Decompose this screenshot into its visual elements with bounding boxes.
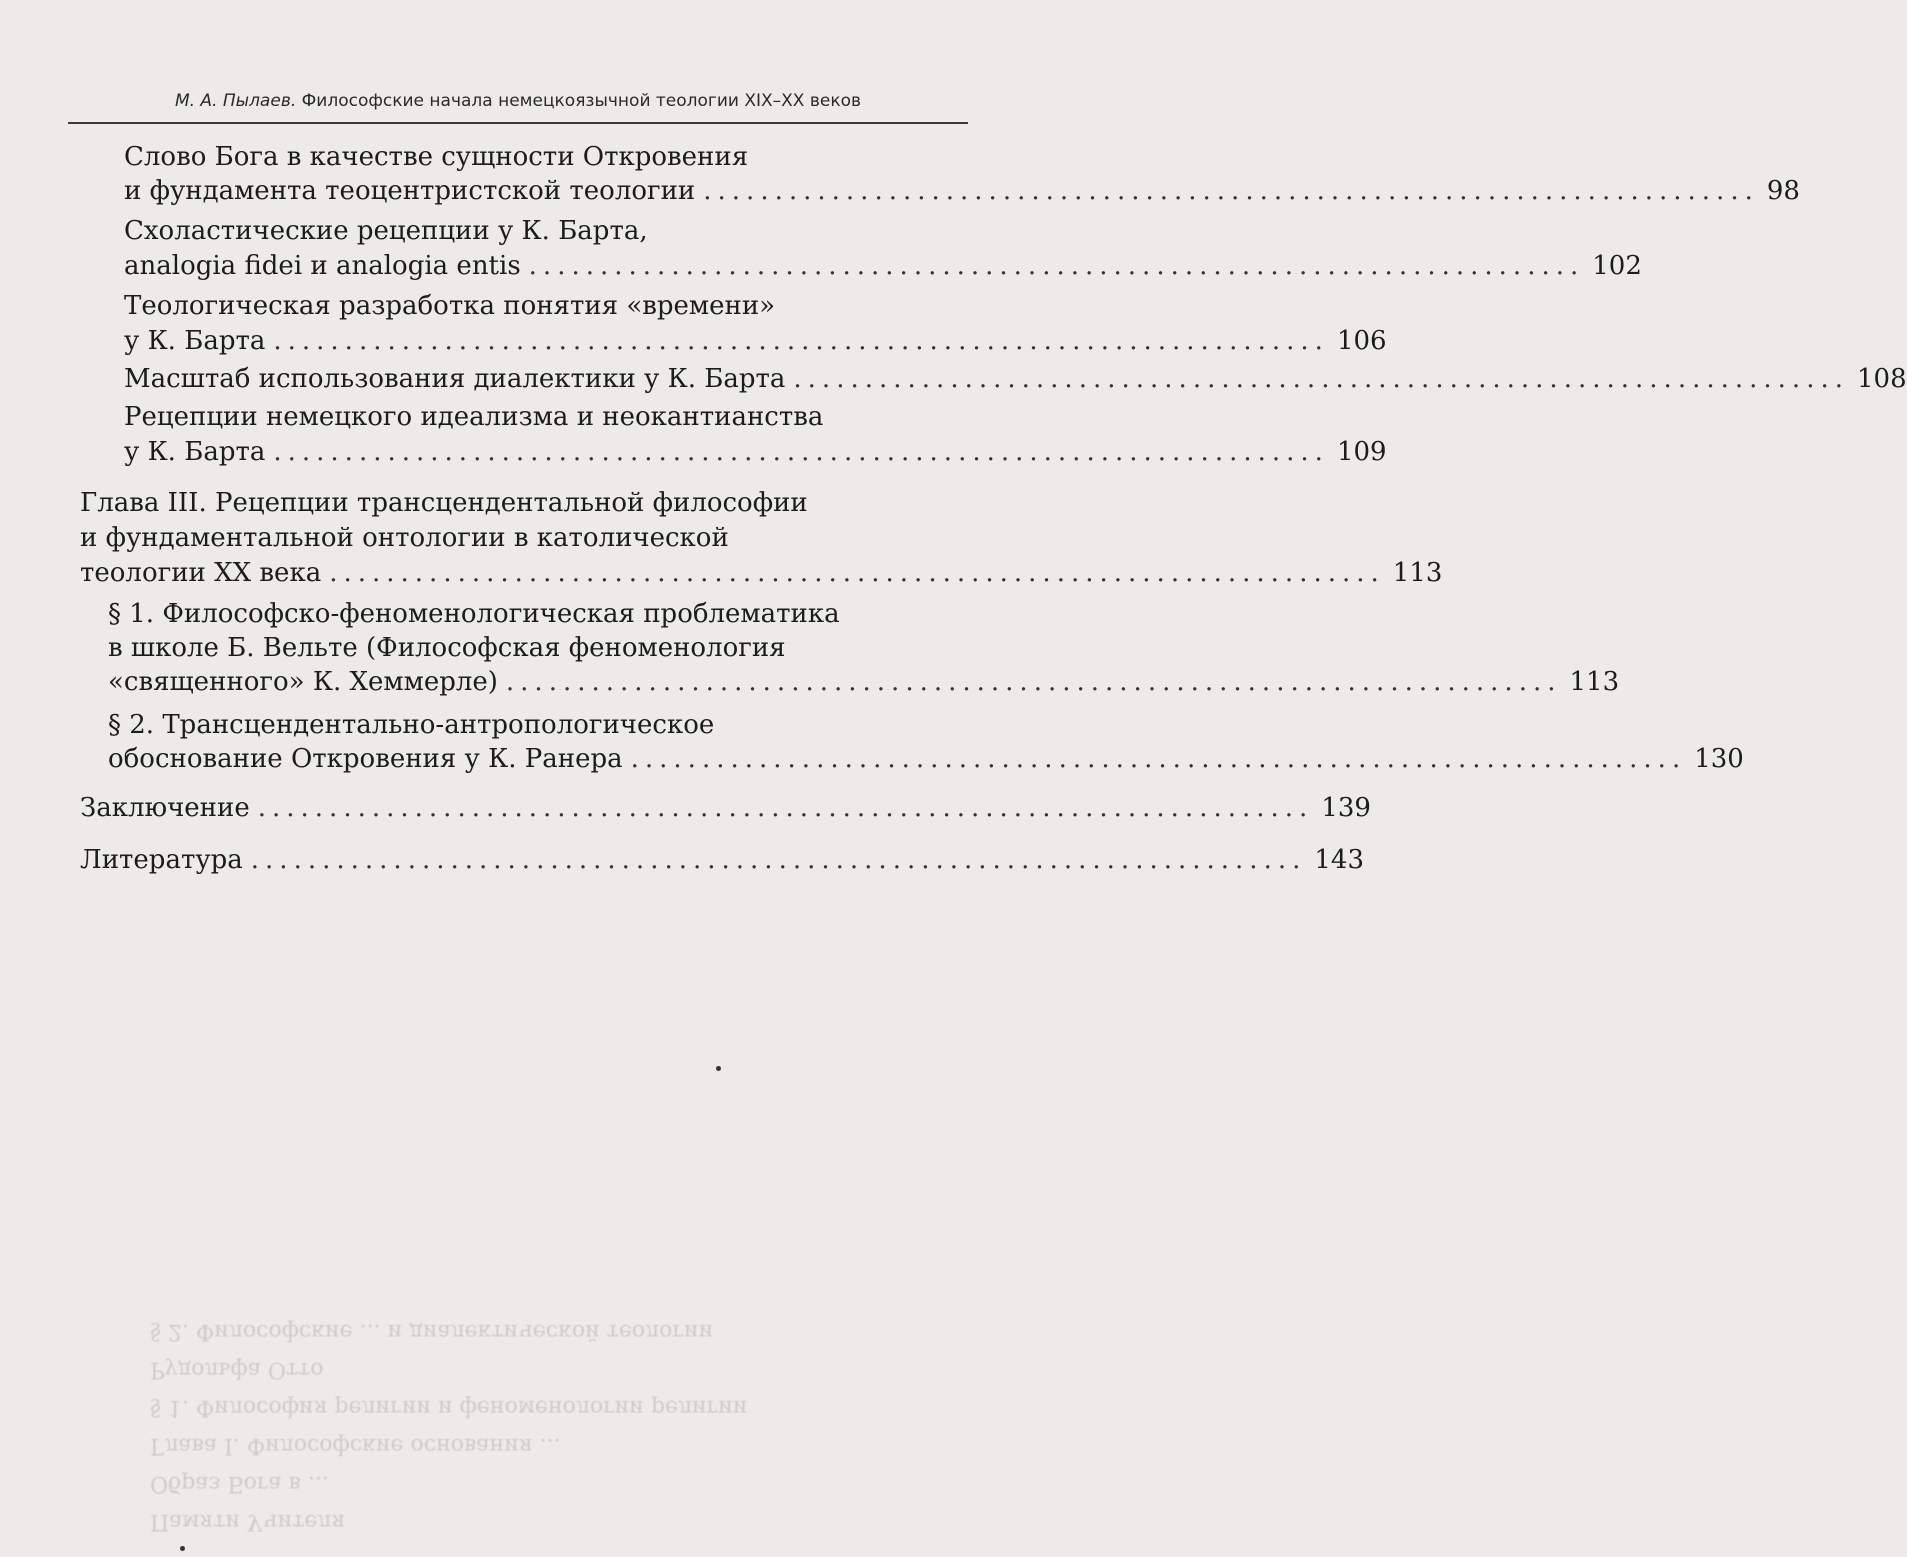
toc-chapter-entry xyxy=(80,843,1365,877)
toc-entry xyxy=(124,174,1800,208)
leader-dots: .......................................................................... xyxy=(273,326,1329,356)
ink-speck xyxy=(180,1546,185,1551)
leader-dots: .......................................................................... xyxy=(630,744,1687,774)
toc-entry xyxy=(124,324,1387,358)
ink-speck xyxy=(716,1066,721,1071)
toc-entry-title: Литература xyxy=(80,845,243,875)
toc-page-number: 113 xyxy=(1569,667,1620,697)
leader-dots: .......................................................................... xyxy=(528,251,1585,281)
leader-dots: .......................................................................... xyxy=(257,793,1314,823)
toc-entry-title: «священного» К. Хеммерле) xyxy=(108,667,498,697)
toc-page-number: 102 xyxy=(1592,251,1642,281)
toc-entry-line: Рецепции немецкого идеализма и неокантианства xyxy=(124,402,824,432)
toc-page-number: 98 xyxy=(1766,176,1800,206)
leader-dots: .......................................................................... xyxy=(793,364,1849,394)
toc-page-number: 139 xyxy=(1321,793,1371,823)
toc-entry-line: Теологическая разработка понятия «времени» xyxy=(124,291,776,321)
leader-dots: .......................................................................... xyxy=(329,558,1385,588)
toc-entry-title: и фундамента теоцентристской теологии xyxy=(124,176,696,206)
toc-page-number: 113 xyxy=(1392,558,1443,588)
toc-section-line: в школе Б. Вельте (Философская феноменология xyxy=(108,633,786,663)
toc-chapter-line: Глава III. Рецепции трансцендентальной философии xyxy=(80,488,808,518)
toc-entry-title: у К. Барта xyxy=(124,437,266,467)
header-title: Философские начала немецкоязычной теологии XIX–XX веков xyxy=(301,91,862,111)
toc-chapter-entry xyxy=(80,791,1371,825)
toc-entry xyxy=(124,435,1387,469)
toc-entry-line: Схоластические рецепции у К. Барта, xyxy=(124,216,648,246)
toc-page-number: 106 xyxy=(1336,326,1387,356)
toc-entry-title: analogia fidei и analogia entis xyxy=(124,251,521,281)
toc-entry xyxy=(124,362,1907,396)
bleed-through-text: Памяти Учителя Образ Бога в ... Глава I. Философские основания ... § 1. Философия религии и феноменологии религии Рудольфа Отто § 2. Философские ... и диалектической теологии xyxy=(150,1319,748,1534)
toc-page-number: 143 xyxy=(1314,845,1365,875)
leader-dots: .......................................................................... xyxy=(273,437,1329,467)
toc-section-entry xyxy=(108,665,1620,699)
toc-entry-title: Масштаб использования диалектики у К. Барта xyxy=(124,364,786,394)
toc-entry-title: обоснование Откровения у К. Ранера xyxy=(108,744,623,774)
header-author: М. А. Пылаев. xyxy=(174,91,297,111)
toc-entry-line: Слово Бога в качестве сущности Откровения xyxy=(124,142,749,172)
leader-dots: .......................................................................... xyxy=(505,667,1562,697)
toc-page-number: 130 xyxy=(1694,744,1744,774)
toc-chapter-entry xyxy=(80,556,1443,590)
running-header xyxy=(68,84,968,124)
toc-section-line: § 1. Философско-феноменологическая проблематика xyxy=(108,599,840,629)
toc-entry-title: Заключение xyxy=(80,793,250,823)
toc-entry-title: теологии XX века xyxy=(80,558,322,588)
toc-entry xyxy=(124,249,1642,283)
toc-chapter-line: и фундаментальной онтологии в католической xyxy=(80,523,729,553)
toc-section-entry xyxy=(108,742,1744,776)
leader-dots: .......................................................................... xyxy=(703,176,1759,206)
toc-page-number: 108 xyxy=(1857,364,1907,394)
leader-dots: .......................................................................... xyxy=(250,845,1307,875)
toc-section-line: § 2. Трансцендентально-антропологическое xyxy=(108,710,715,740)
toc-entry-title: у К. Барта xyxy=(124,326,266,356)
toc-page-number: 109 xyxy=(1336,437,1387,467)
